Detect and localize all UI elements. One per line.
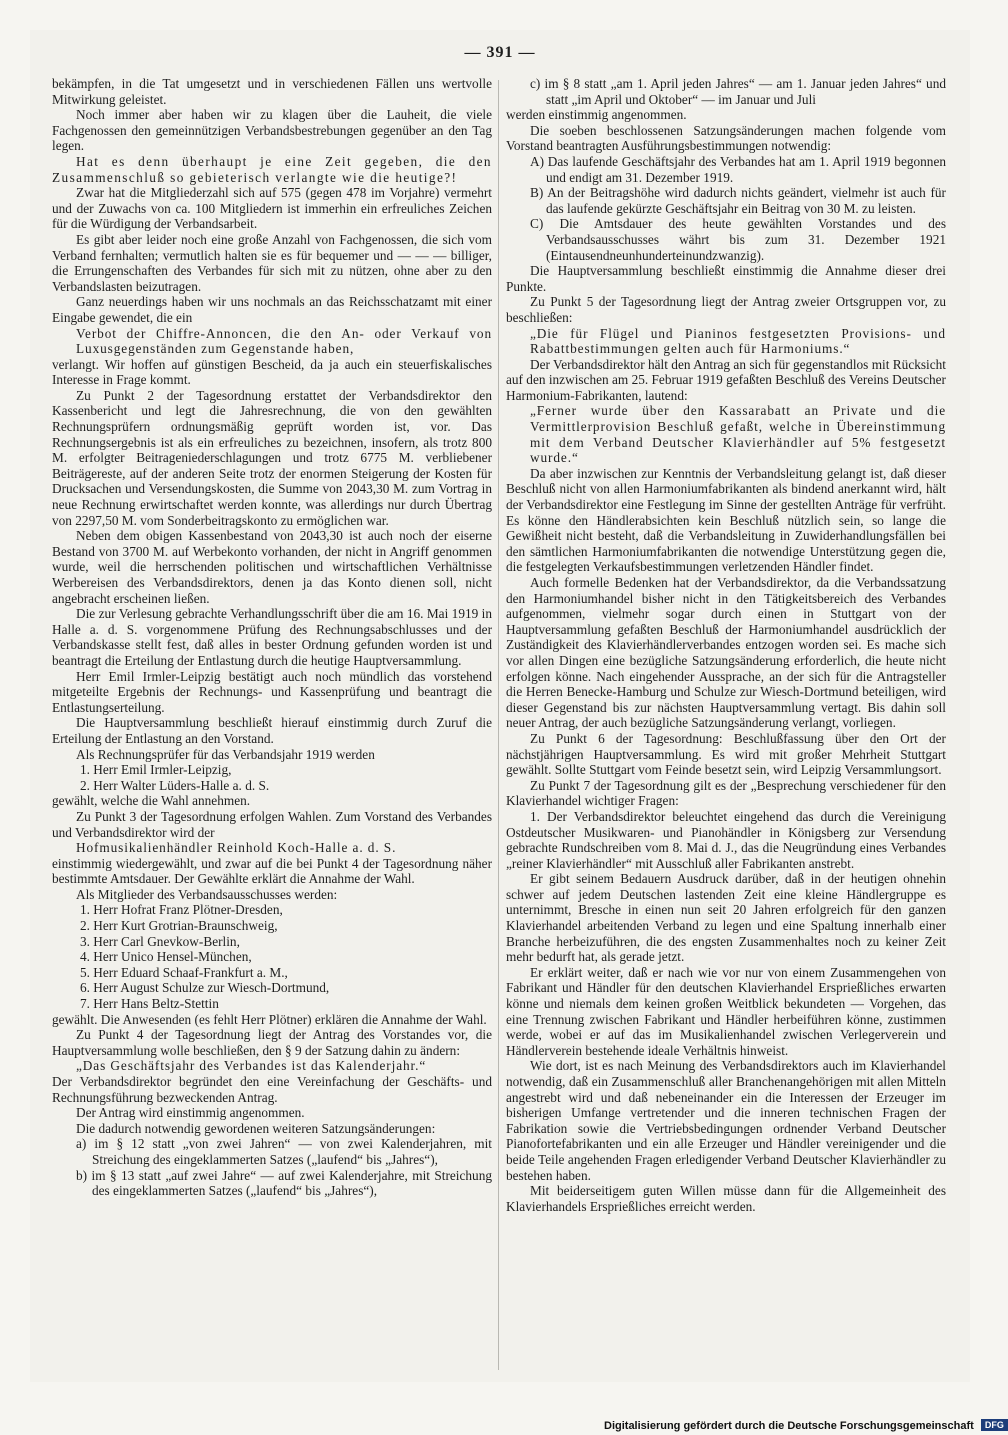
paragraph: verlangt. Wir hoffen auf günstigen Bescheid, da ja auch ein steuerfiskalisches Interesse in Frage kommt.: [52, 356, 492, 388]
paragraph: Herr Emil Irmler-Leipzig bestätigt auch noch mündlich das vorstehend mitgeteilte Ergebnis der Rechnungs- und Kassenprüfung und beantragt die Entlastungserteilung.: [52, 668, 492, 715]
left-column: [52, 76, 492, 1376]
paragraph: Hat es denn überhaupt je eine Zeit gegeben, die den Zusammenschluß so gebieterisch verlangte wie die heutige?!: [52, 153, 492, 185]
paragraph: Als Rechnungsprüfer für das Verbandsjahr 1919 werden: [76, 746, 375, 762]
paragraph: Es gibt aber leider noch eine große Anzahl von Fachgenossen, die sich vom Verband fernhalten; vermutlich halten sie es für bequemer und — — — billiger, die Errungenschaften des Verbandes für sich mit zu nützen, ohne aber zu den Verbandslasten beizutragen.: [52, 231, 492, 294]
page-number: — 391 —: [464, 44, 536, 61]
paragraph: Neben dem obigen Kassenbestand von 2043,30 ist auch noch der eiserne Bestand von 3700 M. auf Werbekonto vorhanden, der nicht in Angriff genommen wurde, weil die herrschenden politischen und wirtschaftlichen Verhältnisse Werbereisen des Verbandsdirektors, denen ja das Konto dienen soll, nicht angebracht erscheinen ließen.: [52, 528, 492, 606]
paragraph: Wie dort, ist es nach Meinung des Verbandsdirektors auch im Klavierhandel notwendig, daß ein Zusammenschluß aller Branchenangehörigen mit allen Mitteln angestrebt wird und daß nebeneinander ein die Interessen der Erzeuger im bisherigen Umfange vertretender und die inneren technischen Fragen der Fabrikation sowie die Vertriebsbedingungen ordnender Verband Deutscher Pianofortefabrikanten und ein alle Erzeuger und Händler vereinigender und die beide Teile angehenden Fragen erledigender Verband Deutscher Klavierhändler zu bestehen haben.: [506, 1058, 946, 1183]
paragraph: Der Verbandsdirektor hält den Antrag an sich für gegenstandlos mit Rücksicht auf den inzwischen am 25. Februar 1919 gefaßten Beschluß des Vereins Deutscher Harmonium-Fabrikanten, lautend:: [506, 356, 946, 403]
list-item: a) im § 12 statt „von zwei Jahren“ — von zwei Kalenderjahren, mit Streichung des eingeklammerten Satzes („laufend“ bis „Jahres“),: [76, 1136, 492, 1167]
paragraph: einstimmig wiedergewählt, und zwar auf die bei Punkt 4 der Tagesordnung näher bestimmte Amtsdauer. Der Gewählte erklärt die Annahme der Wahl.: [52, 855, 492, 887]
quoted-text: „Ferner wurde über den Kassarabatt an Private und die Vermittlerprovision Beschluß gefaßt, welche in Übereinstimmung mit dem Verband Deutscher Klavierhändler auf 5% festgesetzt wurde.“: [530, 403, 946, 466]
list-item: 5. Herr Eduard Schaaf-Frankfurt a. M.,: [80, 964, 288, 980]
dfg-logo: DFG: [981, 1419, 1008, 1431]
paragraph: Mit beiderseitigem guten Willen müsse dann für die Allgemeinheit des Klavierhandels Ersprießliches erreicht werden.: [506, 1183, 946, 1214]
paragraph: Als Mitglieder des Verbandsausschusses werden:: [76, 886, 338, 902]
list-item: B) An der Beitragshöhe wird dadurch nichts geändert, vielmehr ist auch für das laufende gekürzte Geschäftsjahr ein Beitrag von 30 M. zu leisten.: [530, 185, 946, 216]
paragraph: Die Hauptversammlung beschließt hierauf einstimmig durch Zuruf die Erteilung der Entlastung an den Vorstand.: [52, 715, 492, 746]
list-item: 2. Herr Walter Lüders-Halle a. d. S.: [80, 777, 270, 793]
paragraph: Zu Punkt 2 der Tagesordnung erstattet der Verbandsdirektor den Kassenbericht und legt die Jahresrechnung, die von den gewählten Rechnungsprüfern ordnungsmäßig geprüft worden ist, vor. Das Rechnungsergebnis ist als ein erfreuliches zu bezeichnen, insofern, als trotz 800 M. erfolgter Beitrageniederschlagungen und trotz 6775 M. verbliebener Beiträgereste, auf der anderen Seite trotz der enormen Steigerung der Kosten für Drucksachen und Versendungskosten, die Summe von 2043,30 M. zum Vortrag in neue Rechnung erwirtschaftet werden konnte, was allerdings nur durch Übertrag von 2297,50 M. vom Sonderbeitragskonto zu ermöglichen war.: [52, 387, 492, 528]
list-item: 1. Herr Emil Irmler-Leipzig,: [80, 762, 232, 778]
list-item: c) im § 8 statt „am 1. April jeden Jahres“ — am 1. Januar jeden Jahres“ und statt „im April und Oktober“ — im Januar und Juli: [530, 76, 946, 107]
paragraph: Zu Punkt 6 der Tagesordnung: Beschlußfassung über den Ort der nächstjährigen Hauptversammlung. Es wird mit großer Mehrheit Stuttgart gewählt. Sollte Stuttgart vom Feinde besetzt sein, wird Leipzig Versammlungsort.: [506, 730, 946, 778]
paragraph: Zu Punkt 4 der Tagesordnung liegt der Antrag des Vorstandes vor, die Hauptversammlung wolle beschließen, den § 9 der Satzung dahin zu ändern:: [52, 1027, 492, 1058]
paragraph: Die zur Verlesung gebrachte Verhandlungsschrift über die am 16. Mai 1919 in Halle a. d. S. vorgenommene Prüfung des Rechnungsabschlusses und der Verbandskasse stellt fest, daß alles in bester Ordnung gefunden worden ist und beantragt die Erteilung der Entlastung durch die heutige Hauptversammlung.: [52, 606, 492, 668]
footer-text: Digitalisierung gefördert durch die Deutsche Forschungsgemeinschaft: [604, 1420, 974, 1432]
paragraph: Ganz neuerdings haben wir uns nochmals an das Reichsschatzamt mit einer Eingabe gewendet, die ein: [52, 294, 492, 325]
paragraph: Die soeben beschlossenen Satzungsänderungen machen folgende vom Vorstand beantragten Ausführungsbestimmungen notwendig:: [506, 122, 946, 154]
quoted-text: „Das Geschäftsjahr des Verbandes ist das Kalenderjahr.“: [76, 1058, 427, 1074]
paragraph: Auch formelle Bedenken hat der Verbandsdirektor, da die Verbandssatzung den Harmoniumhandel bisher nicht in den Tätigkeitsbereich des Verbandes aufgenommen, vielmehr sogar durch einen in Stuttgart von der Hauptversammlung gefaßten Beschluß der Harmoniumhandel ausdrücklich der Zuständigkeit des Klavierhändlerverbandes entzogen worden sei. Es mache sich vor allen Dingen eine bezügliche Satzungsänderung erforderlich, die heute nicht erfolgen könne. Nach eingehender Aussprache, an der sich für die Antragsteller die Herren Benecke-Hamburg und Schulze zur Wiesch-Dortmund beteiligen, wird dieser Gegenstand bis zur nächsten Hauptversammlung vertagt. Bis dahin soll neuer Antrag, der auch bezügliche Satzungsänderung verlangt, vorliegen.: [506, 575, 946, 731]
list-item: C) Die Amtsdauer des heute gewählten Vorstandes und des Verbandsausschusses währt bis zum 31. Dezember 1921 (Eintausendneunhunderteinundzwanzig).: [530, 216, 946, 263]
list-item: b) im § 13 statt „auf zwei Jahre“ — auf zwei Kalenderjahre, mit Streichung des eingeklammerten Satzes („laufend“ bis „Jahres“),: [76, 1167, 492, 1199]
right-column: [506, 76, 946, 1376]
paragraph: Der Antrag wird einstimmig angenommen.: [76, 1105, 305, 1121]
paragraph: Zu Punkt 3 der Tagesordnung erfolgen Wahlen. Zum Vorstand des Verbandes und Verbandsdirektor wird der: [52, 808, 492, 840]
paragraph: Die dadurch notwendig gewordenen weiteren Satzungsänderungen:: [76, 1120, 436, 1136]
column-divider: [498, 80, 499, 1370]
paragraph: Noch immer aber haben wir zu klagen über die Lauheit, die viele Fachgenossen den gemeinnützigen Verbandsbestrebungen gegenüber an den Tag legen.: [52, 107, 492, 154]
paragraph: Zwar hat die Mitgliederzahl sich auf 575 (gegen 478 im Vorjahre) vermehrt und der Zuwachs von ca. 100 Mitgliedern ist immerhin ein erfreuliches Zeichen für die Würdigung der Verbandsarbeit.: [52, 185, 492, 232]
paragraph: Zu Punkt 5 der Tagesordnung liegt der Antrag zweier Ortsgruppen vor, zu beschließen:: [506, 294, 946, 325]
paragraph: Der Verbandsdirektor begründet den eine Vereinfachung der Geschäfts- und Rechnungsführung bezweckenden Antrag.: [52, 1074, 492, 1105]
list-item: 1. Herr Hofrat Franz Plötner-Dresden,: [80, 902, 283, 918]
list-item: 2. Herr Kurt Grotrian-Braunschweig,: [80, 918, 278, 934]
paragraph: Er erklärt weiter, daß er nach wie vor nur von einem Zusammengehen von Fabrikant und Händler für den deutschen Klavierhandel Ersprießliches erwarten könne und niemals dem keinen großen Weitblick bekundeten — Vorgehen, das eine Trennung zwischen Fabrikant und Händler herbeiführen könne, zustimmen werde, wobei er auf das im Musikalienhandel zwischen Verlegerverein und Händlerverein bestehende ideale Verhältnis hinweist.: [506, 964, 946, 1058]
list-item: 3. Herr Carl Gnevkow-Berlin,: [80, 933, 240, 949]
paragraph: 1. Der Verbandsdirektor beleuchtet eingehend das durch die Vereinigung Ostdeutscher Musikwaren- und Pianohändler in Königsberg zur Versendung gebrachte Rundschreiben vom 8. Mai d. J., das die Neugründung eines Verbandes „reiner Klavierhändler“ mit Ausschluß aller Fabrikanten anstrebt.: [506, 808, 946, 871]
list-item: A) Das laufende Geschäftsjahr des Verbandes hat am 1. April 1919 begonnen und endigt am 31. Dezember 1919.: [530, 153, 946, 185]
list-item: 7. Herr Hans Beltz-Stettin: [80, 996, 219, 1012]
paragraph: gewählt, welche die Wahl annehmen.: [52, 793, 251, 809]
paragraph: gewählt. Die Anwesenden (es fehlt Herr Plötner) erklären die Annahme der Wahl.: [52, 1011, 487, 1027]
paragraph: Er gibt seinem Bedauern Ausdruck darüber, daß in der heutigen ohnehin schwer auf jedem Deutschen lastenden Zeit eine kleine Händlergruppe es unternimmt, Bresche in einen nun seit 20 Jahren erfolgreich für den ganzen Klavierhandel arbeitenden Verband zu legen und eine Spaltung innerhalb einer Branche herbeizuführen, die des engsten Zusammenhaltes noch zu keiner Zeit mehr bedurft hat, als gerade jetzt.: [506, 871, 946, 965]
quoted-text: Verbot der Chiffre-Annoncen, die den An- oder Verkauf von Luxusgegenständen zum Gegenstande haben,: [76, 325, 492, 357]
paragraph: bekämpfen, in die Tat umgesetzt und in verschiedenen Fällen uns wertvolle Mitwirkung geleistet.: [52, 76, 492, 107]
paragraph: werden einstimmig angenommen.: [506, 107, 687, 123]
paragraph: Da aber inzwischen zur Kenntnis der Verbandsleitung gelangt ist, daß dieser Beschluß nicht von allen Harmoniumfabrikanten als bindend anerkannt wird, hält der Verbandsdirektor eine Festlegung im Sinne der gestellten Anträge für verfrüht. Es könne den Händlerabsichten kein Beschluß nützlich sein, so lange die Gewißheit nicht besteht, daß die Verbandsleitung in Zuwiderhandlungsfällen bei den sämtlichen Harmoniumfabrikanten die notwendige Unterstützung gegen die, die festgelegten Verkaufsbestimmungen verletzenden Händler findet.: [506, 465, 946, 575]
paragraph: Die Hauptversammlung beschließt einstimmig die Annahme dieser drei Punkte.: [506, 263, 946, 294]
footer-credit: [604, 1419, 1004, 1435]
quoted-text: Hofmusikalienhändler Reinhold Koch-Halle a. d. S.: [76, 840, 397, 856]
list-item: 4. Herr Unico Hensel-München,: [80, 949, 252, 965]
paragraph: Zu Punkt 7 der Tagesordnung gilt es der „Besprechung verschiedener für den Klavierhandel wichtiger Fragen:: [506, 777, 946, 809]
list-item: 6. Herr August Schulze zur Wiesch-Dortmund,: [80, 980, 330, 996]
quoted-text: „Die für Flügel und Pianinos festgesetzten Provisions- und Rabattbestimmungen gelten auch für Harmoniums.“: [530, 325, 946, 357]
